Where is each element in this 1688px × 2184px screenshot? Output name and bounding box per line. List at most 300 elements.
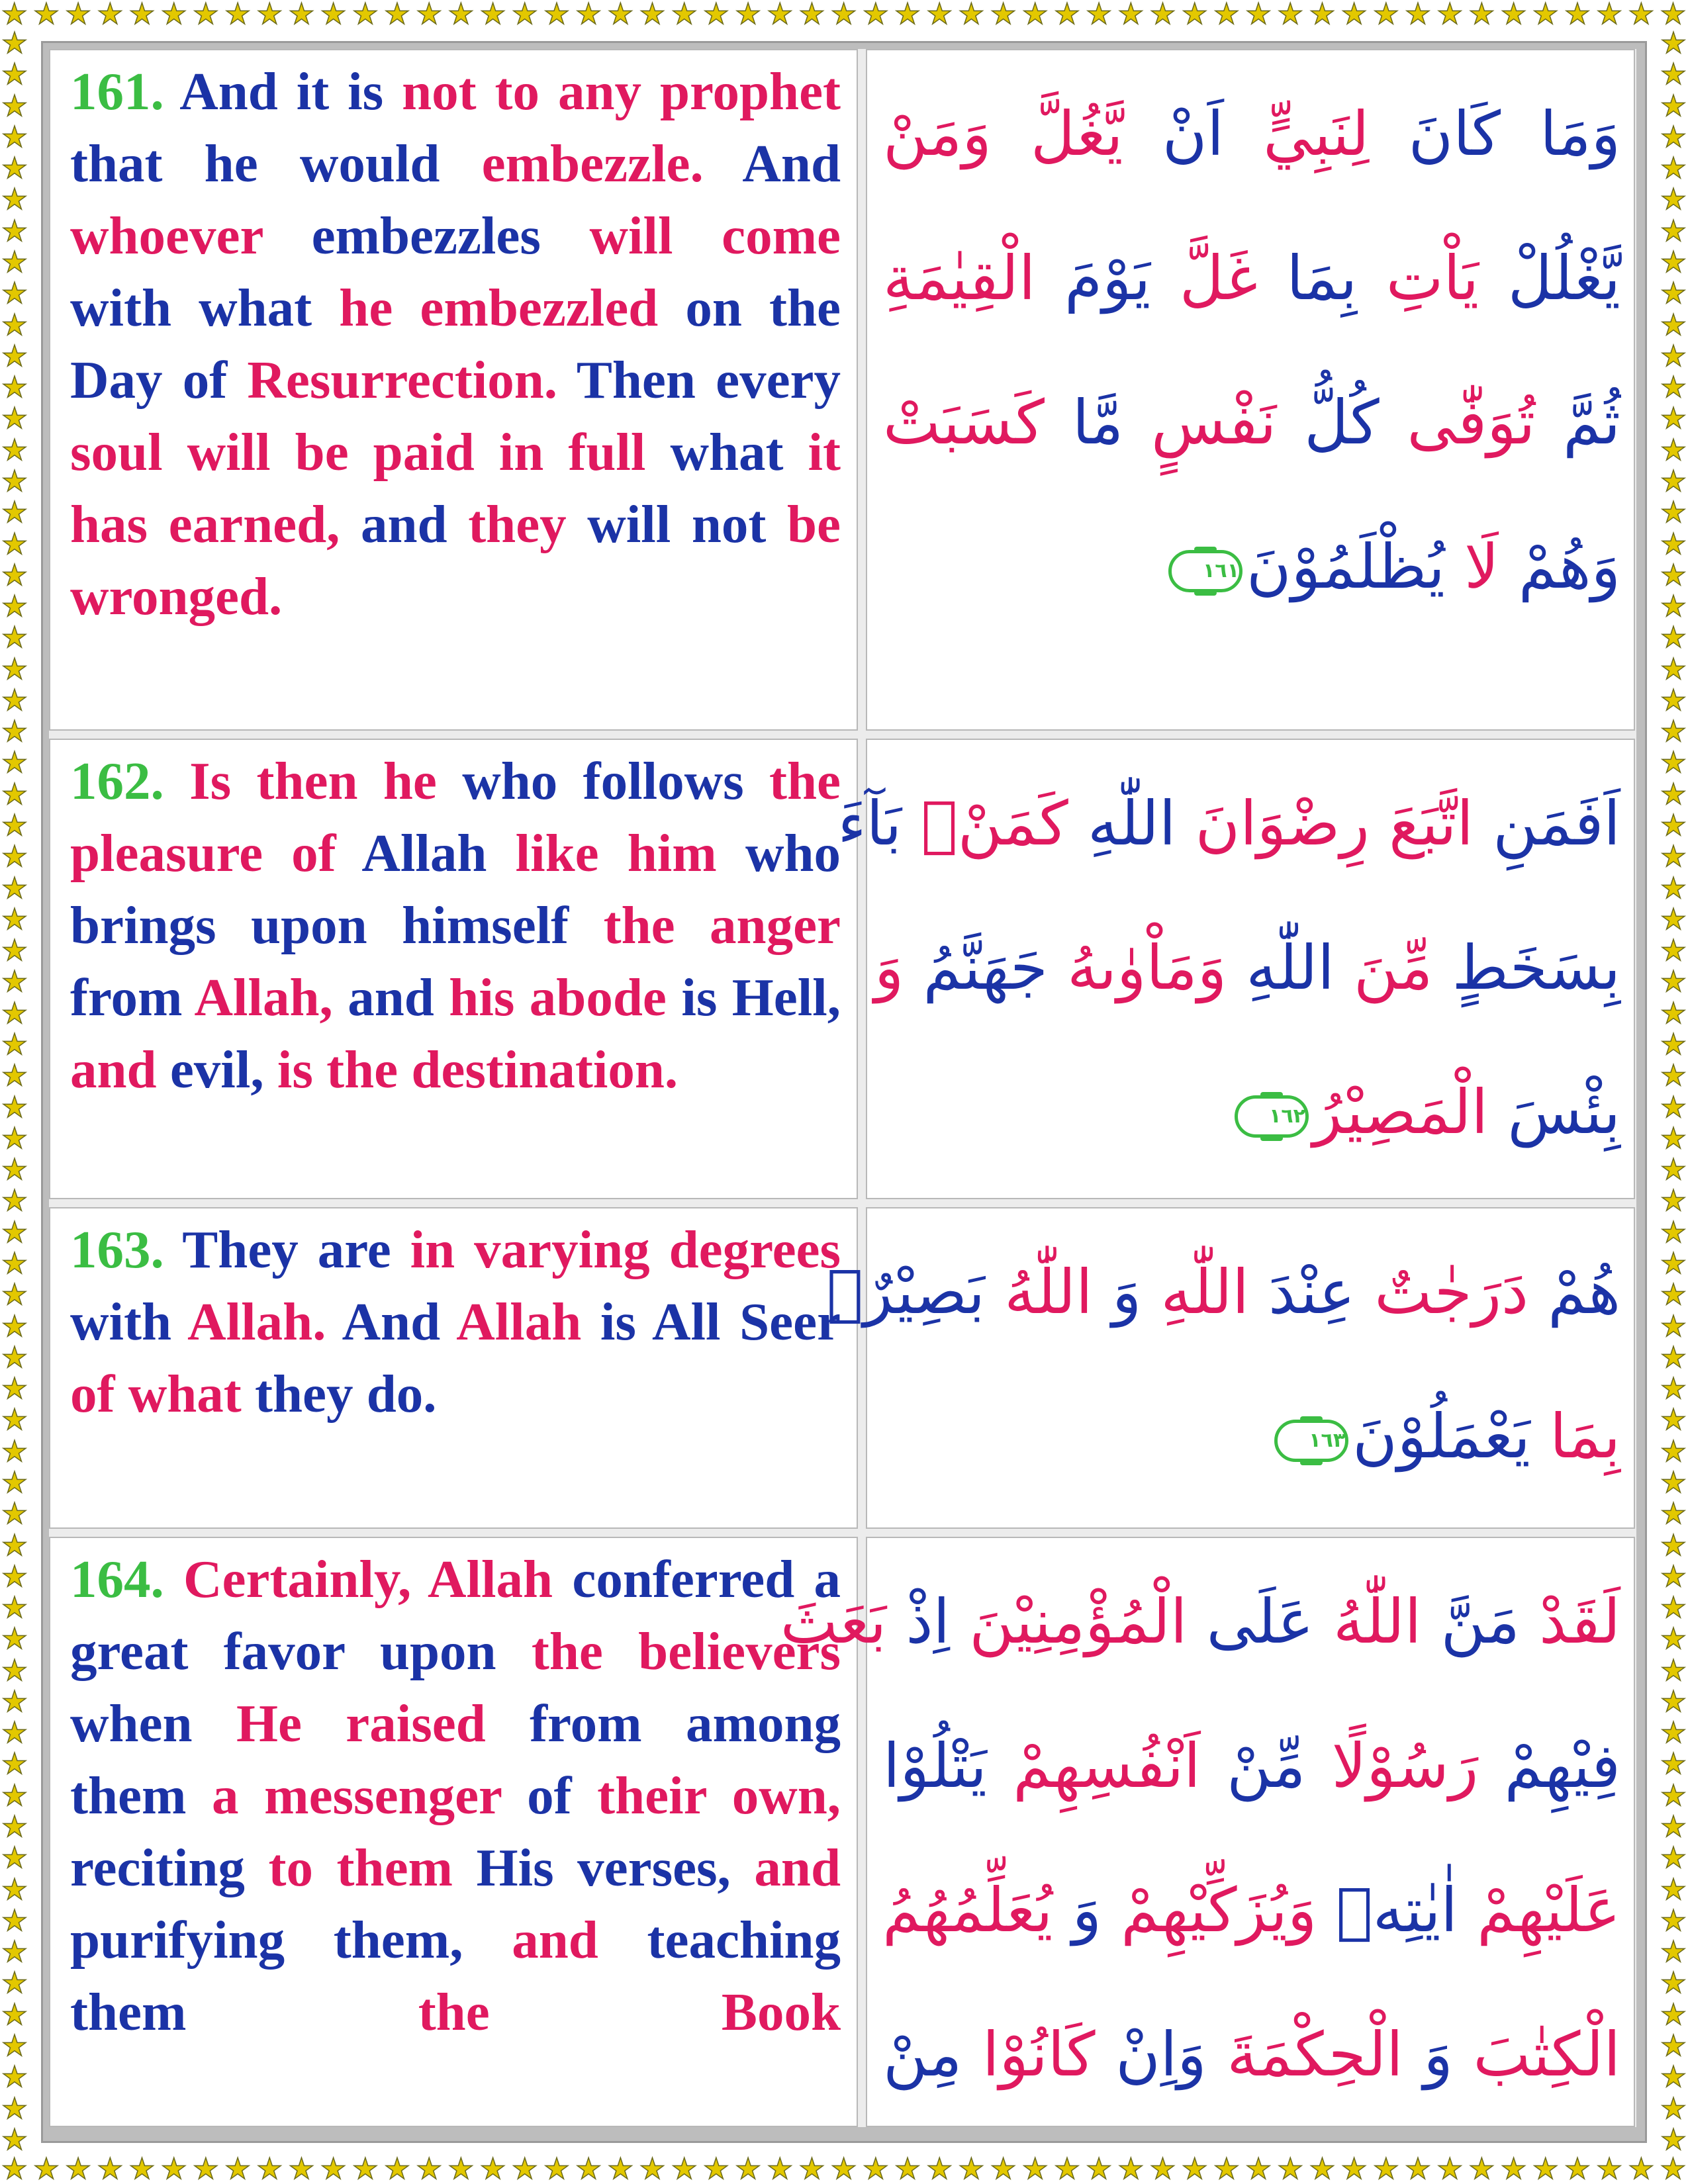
english-segment: a messenger <box>212 1766 528 1825</box>
star-icon: ★ <box>1 1716 28 1751</box>
verse-number: 162. <box>70 751 164 811</box>
english-segment: when <box>70 1694 236 1753</box>
star-icon: ★ <box>703 2155 729 2184</box>
star-icon: ★ <box>1309 0 1336 29</box>
star-icon: ★ <box>1660 746 1687 780</box>
verse-number: 163. <box>70 1220 164 1279</box>
arabic-word: مَنَّ <box>1421 1586 1520 1657</box>
star-icon: ★ <box>1468 0 1495 29</box>
star-icon: ★ <box>703 0 729 29</box>
star-icon: ★ <box>1 1059 28 1093</box>
arabic-word: لَا <box>1444 531 1499 602</box>
star-icon: ★ <box>1660 2155 1687 2184</box>
english-segment: is All Seer <box>600 1292 841 1351</box>
star-icon: ★ <box>1660 2122 1687 2155</box>
star-icon: ★ <box>1181 2155 1208 2184</box>
star-icon: ★ <box>1660 89 1687 123</box>
star-icon: ★ <box>1500 2155 1527 2184</box>
arabic-word: يَّغُلَّ <box>991 99 1123 169</box>
star-icon: ★ <box>97 2155 124 2184</box>
english-segment: his abode <box>449 968 682 1027</box>
english-segment: embezzle. <box>481 134 743 193</box>
star-icon: ★ <box>1660 2060 1687 2095</box>
star-icon: ★ <box>1 1622 28 1657</box>
star-icon: ★ <box>1532 2155 1559 2184</box>
star-icon: ★ <box>1 183 28 217</box>
english-segment: to them <box>268 1838 477 1897</box>
star-icon: ★ <box>575 0 602 29</box>
star-icon: ★ <box>1 652 28 686</box>
arabic-line <box>883 62 1620 206</box>
star-icon: ★ <box>1 339 28 373</box>
star-icon: ★ <box>416 2155 442 2184</box>
star-icon: ★ <box>1373 2155 1399 2184</box>
star-border-top <box>0 0 1688 29</box>
star-icon: ★ <box>1 871 28 905</box>
arabic-word: لِنَبِيٍّ <box>1223 99 1370 169</box>
star-icon: ★ <box>1 1872 28 1907</box>
english-translation <box>70 1543 841 2048</box>
arabic-line <box>780 1550 1620 1694</box>
star-border-bottom <box>0 2155 1688 2184</box>
star-icon: ★ <box>1660 1028 1687 1062</box>
star-icon: ★ <box>1436 2155 1463 2184</box>
star-icon: ★ <box>1 1903 28 1938</box>
star-icon: ★ <box>320 0 347 29</box>
ayah-end-marker-icon: ١٦٣ <box>1274 1420 1348 1462</box>
star-icon: ★ <box>1660 1559 1687 1594</box>
arabic-line <box>883 351 1620 495</box>
star-icon: ★ <box>1 1403 28 1437</box>
arabic-line <box>826 1220 1620 1365</box>
star-icon: ★ <box>1660 1528 1687 1563</box>
star-icon: ★ <box>288 0 315 29</box>
star-icon: ★ <box>1660 183 1687 217</box>
ayah-end-marker-icon: ١٦١ <box>1168 550 1243 592</box>
star-icon: ★ <box>224 0 251 29</box>
english-segment: like him <box>515 823 745 883</box>
star-icon: ★ <box>512 0 538 29</box>
star-icon: ★ <box>1660 840 1687 874</box>
english-segment: is the destination. <box>277 1040 679 1099</box>
star-icon: ★ <box>1500 0 1527 29</box>
star-icon: ★ <box>1 590 28 624</box>
star-icon: ★ <box>1660 1935 1687 1970</box>
star-icon: ★ <box>384 0 410 29</box>
star-icon: ★ <box>958 2155 985 2184</box>
star-icon: ★ <box>1022 0 1049 29</box>
english-text <box>70 1220 841 1424</box>
star-icon: ★ <box>1660 871 1687 905</box>
english-segment: purifying them, <box>70 1910 512 1970</box>
english-segment: with <box>70 1292 188 1351</box>
star-icon: ★ <box>447 2155 475 2184</box>
star-icon: ★ <box>1 777 28 811</box>
star-icon: ★ <box>1660 1184 1687 1218</box>
star-icon: ★ <box>1660 1309 1687 1343</box>
star-icon: ★ <box>512 2155 538 2184</box>
star-icon: ★ <box>607 0 634 29</box>
verse-row-164 <box>49 1537 1636 2127</box>
arabic-word: لَقَدْ <box>1519 1586 1620 1657</box>
star-icon: ★ <box>1 1684 28 1719</box>
arabic-text <box>837 752 1620 1185</box>
star-icon: ★ <box>1117 2155 1145 2184</box>
star-icon: ★ <box>1 558 28 592</box>
arabic-word: بِسَخَطٍ <box>1432 933 1620 1003</box>
star-icon: ★ <box>416 0 442 29</box>
arabic-line <box>883 1983 1620 2127</box>
arabic-word: عِنْدَ <box>1248 1257 1356 1328</box>
arabic-word: اللّٰهُ <box>985 1257 1093 1328</box>
star-icon: ★ <box>1 1153 28 1187</box>
star-icon: ★ <box>1 1841 28 1876</box>
star-icon: ★ <box>1 214 28 248</box>
arabic-word: هُمْ <box>1528 1257 1620 1328</box>
star-icon: ★ <box>1660 1966 1687 2001</box>
star-icon: ★ <box>1660 58 1687 92</box>
star-icon: ★ <box>1660 339 1687 373</box>
english-segment: of what <box>70 1364 255 1424</box>
star-icon: ★ <box>256 2155 283 2184</box>
arabic-word: ثُمَّ <box>1535 387 1620 458</box>
star-icon: ★ <box>479 0 506 29</box>
star-icon: ★ <box>1660 1215 1687 1250</box>
star-icon: ★ <box>1660 965 1687 999</box>
arabic-cell <box>826 1207 1635 1529</box>
star-icon: ★ <box>575 2155 602 2184</box>
star-icon: ★ <box>735 0 761 29</box>
english-segment: it has earned, <box>70 422 841 554</box>
star-icon: ★ <box>798 0 825 29</box>
star-icon: ★ <box>1 1309 28 1343</box>
star-icon: ★ <box>1277 0 1303 29</box>
star-icon: ★ <box>193 2155 219 2184</box>
star-icon: ★ <box>1 1434 28 1469</box>
arabic-text <box>826 1220 1620 1509</box>
english-cell <box>49 49 858 731</box>
arabic-line <box>837 752 1620 896</box>
verse-number: 164. <box>70 1549 164 1609</box>
star-icon: ★ <box>830 2155 857 2184</box>
star-icon: ★ <box>894 0 921 29</box>
star-icon: ★ <box>1660 277 1687 311</box>
star-icon: ★ <box>1 1997 28 2032</box>
arabic-word: وَمَاْوٰىهُ <box>1047 933 1227 1003</box>
english-segment: they do. <box>255 1364 437 1424</box>
star-icon: ★ <box>1 402 28 436</box>
arabic-word: اٰيٰتِهٖ <box>1317 1875 1458 1946</box>
star-icon: ★ <box>1 1340 28 1375</box>
star-icon: ★ <box>1660 715 1687 749</box>
arabic-word: جَهَنَّمُ <box>904 933 1048 1003</box>
arabic-word: اللّٰهِ <box>1227 933 1335 1003</box>
star-icon: ★ <box>1 1246 28 1281</box>
arabic-word: اتَّبَعَ <box>1369 788 1474 859</box>
arabic-word: مِنْ <box>883 2019 962 2090</box>
star-icon: ★ <box>1405 0 1431 29</box>
star-icon: ★ <box>1 715 28 749</box>
star-icon: ★ <box>1 1528 28 1563</box>
star-icon: ★ <box>1660 1841 1687 1876</box>
star-icon: ★ <box>1660 1465 1687 1500</box>
star-icon: ★ <box>1660 1622 1687 1657</box>
arabic-word: بِمَا <box>1257 243 1358 314</box>
star-icon: ★ <box>1054 2155 1080 2184</box>
arabic-word: كَمَنْۢ <box>902 788 1068 859</box>
arabic-word: كَانُوْا <box>962 2019 1096 2090</box>
star-icon: ★ <box>863 0 889 29</box>
arabic-word: بَصِيْرٌۢ <box>826 1257 986 1328</box>
arabic-word: غَلَّ <box>1150 243 1258 314</box>
star-icon: ★ <box>224 2155 251 2184</box>
english-segment: and <box>360 494 469 554</box>
arabic-word: اللّٰهِ <box>1068 788 1176 859</box>
english-segment: from among them <box>70 1694 841 1825</box>
star-icon: ★ <box>1149 0 1176 29</box>
english-segment: in varying degrees <box>410 1220 841 1279</box>
star-icon: ★ <box>1660 0 1687 29</box>
english-segment: the pleasure of <box>70 751 841 883</box>
arabic-word: كُلُّ <box>1276 387 1380 458</box>
verse-table <box>49 49 1636 2127</box>
star-icon: ★ <box>1660 1591 1687 1625</box>
star-icon: ★ <box>1 464 28 498</box>
star-icon: ★ <box>1660 1153 1687 1187</box>
english-segment: Allah. <box>187 1292 342 1351</box>
english-segment: They are <box>182 1220 410 1279</box>
star-icon: ★ <box>1 1653 28 1688</box>
star-icon: ★ <box>894 2155 921 2184</box>
star-icon: ★ <box>1436 0 1463 29</box>
star-icon: ★ <box>1564 2155 1591 2184</box>
star-icon: ★ <box>1660 934 1687 968</box>
arabic-word: الْمُؤْمِنِيْنَ <box>950 1586 1188 1657</box>
arabic-word: الْمَصِيْرُ <box>1313 1077 1489 1148</box>
star-icon: ★ <box>1 0 28 29</box>
arabic-word: الْقِيٰمَةِ <box>883 243 1036 314</box>
english-segment: is Hell, <box>681 968 841 1027</box>
star-icon: ★ <box>1660 1434 1687 1469</box>
arabic-word: تُوَفّٰى <box>1379 387 1536 458</box>
star-icon: ★ <box>1 1778 28 1813</box>
star-icon: ★ <box>1660 433 1687 467</box>
english-segment: His verses, <box>476 1838 755 1897</box>
english-segment: embezzles <box>311 206 590 265</box>
arabic-word: رَسُوْلًا <box>1305 1731 1479 1801</box>
star-icon: ★ <box>352 2155 379 2184</box>
arabic-word: اَنْفُسِهِمْ <box>986 1731 1201 1801</box>
star-icon: ★ <box>1660 308 1687 342</box>
star-icon: ★ <box>1660 1278 1687 1312</box>
star-icon: ★ <box>1 2060 28 2095</box>
star-icon: ★ <box>958 0 985 29</box>
english-cell <box>49 739 858 1199</box>
star-icon: ★ <box>1213 0 1240 29</box>
english-segment: the Book <box>418 1982 841 2042</box>
star-icon: ★ <box>65 0 91 29</box>
arabic-word: رِضْوَانَ <box>1176 788 1370 859</box>
star-icon: ★ <box>1660 1810 1687 1844</box>
star-icon: ★ <box>1660 152 1687 186</box>
arabic-word: بِئْسَ <box>1488 1077 1620 1148</box>
arabic-line <box>883 1839 1620 1983</box>
english-segment: not to any prophet <box>402 62 841 121</box>
arabic-word: كَسَبَتْ <box>883 387 1045 458</box>
star-icon: ★ <box>1 2091 28 2126</box>
star-icon: ★ <box>1149 2155 1176 2184</box>
arabic-word: وَاِنْ <box>1095 2019 1207 2090</box>
arabic-word: اَنْ <box>1123 99 1224 169</box>
arabic-word: يُعَلِّمُهُمُ <box>882 1875 1053 1946</box>
star-icon: ★ <box>1660 1747 1687 1782</box>
star-icon: ★ <box>1 1215 28 1250</box>
star-icon: ★ <box>1245 2155 1272 2184</box>
verse-row-161 <box>49 49 1636 731</box>
star-icon: ★ <box>1 1966 28 2001</box>
arabic-word: وَمَا كَانَ <box>1369 99 1621 169</box>
star-icon: ★ <box>543 2155 570 2184</box>
star-icon: ★ <box>671 0 698 29</box>
star-icon: ★ <box>65 2155 91 2184</box>
english-segment: on the Day of <box>70 278 841 410</box>
star-icon: ★ <box>1 371 28 405</box>
english-segment: will come <box>589 206 841 265</box>
english-segment: that he would <box>70 134 482 193</box>
arabic-line <box>874 896 1620 1040</box>
star-icon: ★ <box>1660 1059 1687 1093</box>
star-icon: ★ <box>1 840 28 874</box>
star-icon: ★ <box>1660 1716 1687 1751</box>
star-icon: ★ <box>1660 621 1687 655</box>
star-icon: ★ <box>1340 2155 1368 2184</box>
star-icon: ★ <box>256 0 283 29</box>
verse-number: 161. <box>70 62 164 121</box>
english-translation <box>70 745 841 1106</box>
star-icon: ★ <box>1 1121 28 1156</box>
star-icon: ★ <box>1 1465 28 1500</box>
arabic-word: مِّنْ <box>1200 1731 1306 1801</box>
arabic-cell <box>837 739 1635 1199</box>
star-icon: ★ <box>384 2155 410 2184</box>
star-icon: ★ <box>1660 1684 1687 1719</box>
star-icon: ★ <box>1660 2029 1687 2063</box>
star-icon: ★ <box>543 0 570 29</box>
star-icon: ★ <box>830 0 857 29</box>
star-icon: ★ <box>1 1591 28 1625</box>
star-icon: ★ <box>479 2155 506 2184</box>
star-icon: ★ <box>1 621 28 655</box>
star-icon: ★ <box>320 2155 347 2184</box>
star-icon: ★ <box>639 2155 666 2184</box>
star-icon: ★ <box>1 996 28 1030</box>
star-icon: ★ <box>1 152 28 186</box>
arabic-word: وَ <box>874 933 904 1003</box>
star-icon: ★ <box>1596 2155 1622 2184</box>
star-icon: ★ <box>1 1278 28 1312</box>
star-icon: ★ <box>1660 809 1687 843</box>
english-text <box>70 62 841 626</box>
star-icon: ★ <box>1 965 28 999</box>
english-segment: the anger <box>603 895 841 955</box>
star-icon: ★ <box>1660 120 1687 154</box>
arabic-cell <box>866 49 1635 731</box>
english-segment: Then every <box>576 350 841 410</box>
star-icon: ★ <box>1660 1121 1687 1156</box>
star-icon: ★ <box>1628 0 1655 29</box>
star-icon: ★ <box>1 277 28 311</box>
star-icon: ★ <box>1181 0 1208 29</box>
star-icon: ★ <box>447 0 475 29</box>
star-icon: ★ <box>1309 2155 1336 2184</box>
english-segment: and <box>512 1910 647 1970</box>
english-segment: and <box>348 968 449 1027</box>
arabic-word: وَ <box>1092 1257 1142 1328</box>
english-segment: with what <box>70 278 340 338</box>
star-icon: ★ <box>1596 0 1622 29</box>
english-segment: evil, <box>169 1040 277 1099</box>
star-icon: ★ <box>1660 1090 1687 1124</box>
star-icon: ★ <box>1660 402 1687 436</box>
star-icon: ★ <box>1086 2155 1112 2184</box>
star-icon: ★ <box>1660 777 1687 811</box>
star-icon: ★ <box>1 1184 28 1218</box>
star-icon: ★ <box>352 0 379 29</box>
star-icon: ★ <box>1660 1997 1687 2032</box>
english-text <box>70 1549 841 2042</box>
star-icon: ★ <box>1 1372 28 1406</box>
english-segment: And <box>342 1292 457 1351</box>
english-segment: reciting <box>70 1838 269 1897</box>
star-icon: ★ <box>1 89 28 123</box>
star-icon: ★ <box>1660 214 1687 248</box>
star-icon: ★ <box>160 0 187 29</box>
star-icon: ★ <box>1086 0 1112 29</box>
star-border-left <box>0 29 29 2155</box>
english-segment: He raised <box>236 1694 530 1753</box>
star-icon: ★ <box>767 0 793 29</box>
star-icon: ★ <box>1660 1778 1687 1813</box>
star-icon: ★ <box>1 2029 28 2063</box>
star-icon: ★ <box>1 746 28 780</box>
star-icon: ★ <box>1468 2155 1495 2184</box>
english-segment: and <box>754 1838 841 1897</box>
star-icon: ★ <box>1 934 28 968</box>
arabic-line <box>883 1694 1620 1839</box>
english-segment: conferred a great favor upon <box>70 1549 841 1681</box>
star-icon: ★ <box>1405 2155 1431 2184</box>
star-icon: ★ <box>1 1028 28 1062</box>
arabic-word: مِّنَ <box>1334 933 1433 1003</box>
star-icon: ★ <box>33 0 60 29</box>
star-icon: ★ <box>1277 2155 1303 2184</box>
arabic-word: يَتْلُوْا <box>883 1731 987 1801</box>
star-icon: ★ <box>1660 464 1687 498</box>
arabic-word: مَّا <box>1044 387 1124 458</box>
arabic-word: الْكِتٰبَ <box>1452 2019 1621 2090</box>
star-icon: ★ <box>1 245 28 279</box>
star-icon: ★ <box>1660 245 1687 279</box>
star-icon: ★ <box>1660 1903 1687 1938</box>
star-icon: ★ <box>926 0 953 29</box>
star-icon: ★ <box>1 809 28 843</box>
arabic-line <box>883 206 1620 351</box>
english-segment: of <box>527 1766 598 1825</box>
star-icon: ★ <box>1660 371 1687 405</box>
english-segment: Is then he <box>189 751 463 811</box>
english-segment: Certainly, Allah <box>183 1549 573 1609</box>
star-icon: ★ <box>128 2155 156 2184</box>
